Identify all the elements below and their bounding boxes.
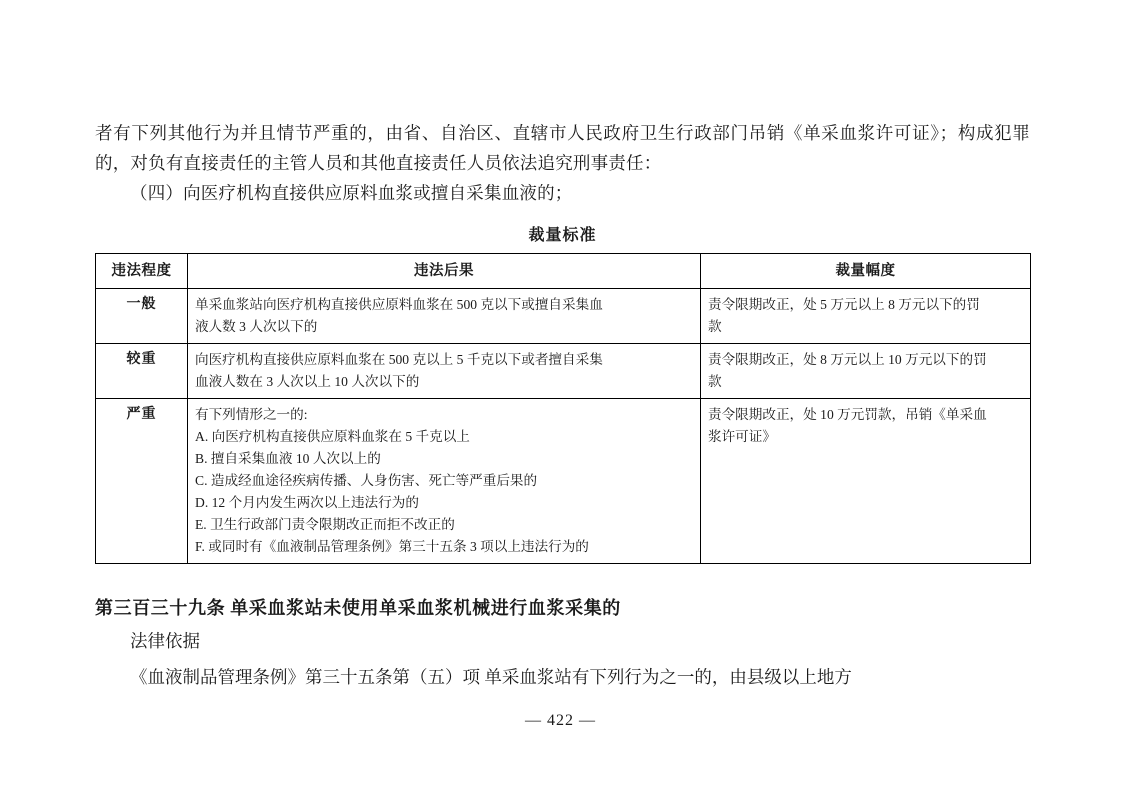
cell-line: A. 向医疗机构直接供应原料血浆在 5 千克以上 (195, 429, 470, 444)
cell-line: D. 12 个月内发生两次以上违法行为的 (195, 495, 419, 510)
article-heading: 第三百三十九条 单采血浆站未使用单采血浆机械进行血浆采集的 (95, 598, 621, 618)
cell-consequence (188, 344, 701, 399)
cell-consequence (188, 289, 701, 344)
cell-line: 血液人数在 3 人次以上 10 人次以下的 (195, 374, 420, 389)
cell-line: 责令限期改正，处 8 万元以上 10 万元以下的罚 (708, 352, 987, 367)
cell-range (701, 399, 1031, 564)
table-title: 裁量标准 (528, 227, 597, 244)
cell-range (701, 344, 1031, 399)
cell-line: B. 擅自采集血液 10 人次以上的 (195, 451, 381, 466)
paragraph-item-four: （四）向医疗机构直接供应原料血浆或擅自采集血液的； (130, 183, 573, 203)
cell-consequence (188, 399, 701, 564)
cell-level: 严重 (96, 399, 188, 564)
cell-level: 一般 (96, 289, 188, 344)
cell-range (701, 289, 1031, 344)
header-discretion-range: 裁量幅度 (701, 254, 1031, 289)
header-violation-consequence: 违法后果 (188, 254, 701, 289)
legal-basis-label: 法律依据 (130, 631, 200, 651)
cell-line: 有下列情形之一的: (195, 407, 308, 422)
paragraph-continuation: 者有下列其他行为并且情节严重的，由省、自治区、直辖市人民政府卫生行政部门吊销《单采血浆许可证》；构成犯罪的，对负有直接责任的主管人员和其他直接责任人员依法追究刑事责任： (95, 123, 1030, 173)
cell-line: 责令限期改正，处 10 万元罚款，吊销《单采血 (708, 407, 987, 422)
cell-line: 款 (708, 319, 722, 334)
discretion-standard-table (95, 253, 1031, 564)
cell-line: 浆许可证》 (708, 429, 776, 444)
cell-line: 向医疗机构直接供应原料血浆在 500 克以上 5 千克以下或者擅自采集 (195, 352, 603, 367)
page-number: — 422 — (525, 712, 596, 729)
cell-line: 液人数 3 人次以下的 (195, 319, 318, 334)
table-row (96, 399, 1031, 564)
cell-line: 款 (708, 374, 722, 389)
cell-line: 责令限期改正，处 5 万元以上 8 万元以下的罚 (708, 297, 980, 312)
cell-level: 较重 (96, 344, 188, 399)
cell-line: C. 造成经血途径疾病传播、人身伤害、死亡等严重后果的 (195, 473, 538, 488)
table-row (96, 344, 1031, 399)
cell-line: F. 或同时有《血液制品管理条例》第三十五条 3 项以上违法行为的 (195, 539, 589, 554)
header-violation-level: 违法程度 (96, 254, 188, 289)
cell-line: 单采血浆站向医疗机构直接供应原料血浆在 500 克以下或擅自采集血 (195, 297, 603, 312)
table-row (96, 289, 1031, 344)
page-content (95, 118, 1030, 692)
cell-line: E. 卫生行政部门责令限期改正而拒不改正的 (195, 517, 455, 532)
table-header-row (96, 254, 1031, 289)
legal-basis-text: 《血液制品管理条例》第三十五条第（五）项 单采血浆站有下列行为之一的，由县级以上地方 (130, 667, 852, 687)
